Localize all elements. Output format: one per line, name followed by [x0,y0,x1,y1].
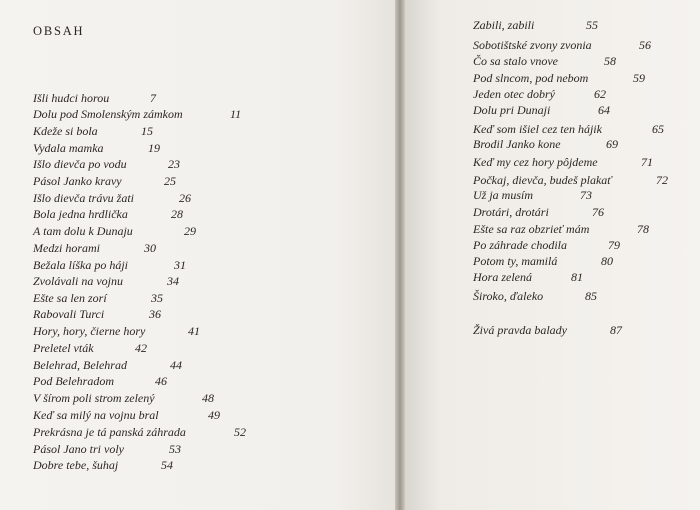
entry-title: Prekrásna je tá panská záhrada [33,425,186,439]
entry-page-number: 31 [174,258,186,272]
entry-title: Zvolávali na vojnu [33,274,123,288]
entry-title: Už ja musím [473,188,534,202]
left-contents-entry [33,241,156,255]
entry-title: Sobotištské zvony zvonia [473,38,592,52]
right-contents-entry [473,222,649,236]
entry-page-number: 54 [161,458,173,472]
entry-page-number: 59 [633,71,645,85]
left-contents-entry [33,141,160,155]
entry-page-number: 29 [184,224,196,238]
entry-page-number: 34 [167,274,179,288]
entry-title: Medzi horami [33,241,100,255]
entry-page-number: 42 [135,341,147,355]
left-contents-entry [33,442,181,456]
right-contents-entry [473,71,645,85]
entry-page-number: 44 [170,358,182,372]
left-contents-entry [33,391,214,405]
entry-title: Zabili, zabili [473,18,535,32]
entry-page-number: 36 [149,307,161,321]
entry-page-number: 64 [598,103,610,117]
entry-title: Preletel vták [33,341,94,355]
entry-title: Hora zelená [473,270,532,284]
left-contents-entry [33,274,179,288]
entry-page-number: 81 [571,270,583,284]
entry-title: Počkaj, dievča, budeš plakať [473,173,612,187]
entry-page-number: 52 [234,425,246,439]
right-contents-entry [473,38,651,52]
right-page [405,0,700,510]
entry-title: Jeden otec dobrý [473,87,555,101]
entry-page-number: 35 [151,291,163,305]
entry-page-number: 76 [592,205,604,219]
entry-page-number: 53 [169,442,181,456]
right-contents-entry [473,155,653,169]
entry-page-number: 73 [580,188,592,202]
entry-title: Pásol Janko kravy [33,174,122,188]
entry-title: Pásol Jano tri voly [33,442,124,456]
right-contents-entry [473,270,583,284]
entry-title: Belehrad, Belehrad [33,358,127,372]
entry-page-number: 78 [637,222,649,236]
left-contents-entry [33,324,200,338]
left-contents-entry [33,224,196,238]
entry-title: A tam dolu k Dunaju [33,224,133,238]
right-contents-entry [473,54,616,68]
entry-title: Dobre tebe, šuhaj [33,458,119,472]
right-contents-entry [473,87,606,101]
entry-page-number: 15 [141,124,153,138]
entry-page-number: 28 [171,207,183,221]
entry-page-number: 80 [601,254,613,268]
entry-title: Kdeže si bola [33,124,98,138]
entry-page-number: 19 [148,141,160,155]
left-contents-entry [33,458,173,472]
entry-title: Pod slncom, pod nebom [473,71,589,85]
right-contents-entry [473,122,664,136]
book-gutter [395,0,405,510]
entry-page-number: 85 [585,289,597,303]
entry-title: V šírom poli strom zelený [33,391,155,405]
left-contents-entry [33,174,176,188]
entry-title: Potom ty, mamilá [473,254,558,268]
left-contents-entry [33,91,156,105]
right-contents-entry [473,323,622,337]
entry-page-number: 79 [608,238,620,252]
entry-page-number: 7 [150,91,156,105]
left-contents-entry [33,207,183,221]
left-contents-entry [33,157,180,171]
left-contents-entry [33,258,186,272]
entry-title: Pod Belehradom [33,374,114,388]
entry-title: Keď som išiel cez ten hájik [473,122,602,136]
right-contents-entry [473,137,618,151]
right-contents-entry [473,289,597,303]
right-contents-entry [473,205,604,219]
left-contents-entry [33,124,153,138]
entry-page-number: 25 [164,174,176,188]
entry-page-number: 55 [586,18,598,32]
entry-title: Po záhrade chodila [473,238,567,252]
right-contents-entry [473,238,620,252]
entry-title: Brodil Janko kone [473,137,561,151]
entry-page-number: 58 [604,54,616,68]
entry-title: Živá pravda balady [473,323,567,337]
entry-title: Rabovali Turci [33,307,105,321]
left-contents-entry [33,374,167,388]
entry-page-number: 56 [639,38,651,52]
entry-title: Dolu pri Dunaji [473,103,551,117]
entry-page-number: 48 [202,391,214,405]
entry-page-number: 87 [610,323,622,337]
entry-title: Keď sa milý na vojnu bral [33,408,159,422]
left-contents-entry [33,107,242,121]
left-contents-entry [33,307,161,321]
entry-title: Ešte sa raz obzrieť mám [473,222,590,236]
left-contents-entry [33,341,147,355]
left-contents-entry [33,191,191,205]
entry-title: Čo sa stalo vnove [473,54,558,68]
entry-title: Ešte sa len zorí [33,291,107,305]
left-contents-entry [33,408,220,422]
entry-title: Išlo dievča po vodu [33,157,127,171]
entry-page-number: 72 [656,173,668,187]
entry-page-number: 30 [144,241,156,255]
entry-title: Išli hudci horou [33,91,110,105]
entry-page-number: 23 [168,157,180,171]
entry-page-number: 11 [230,107,242,121]
left-contents-entry [33,291,163,305]
entry-page-number: 62 [594,87,606,101]
entry-title: Išlo dievča trávu žati [33,191,134,205]
entry-title: Drotári, drotári [473,205,549,219]
right-contents-entry [473,254,613,268]
entry-title: Široko, ďaleko [473,289,544,303]
right-contents-entry [473,188,592,202]
right-contents-entry [473,173,668,187]
entry-title: Vydala mamka [33,141,104,155]
entry-page-number: 49 [208,408,220,422]
contents-heading: OBSAH [33,24,85,38]
entry-page-number: 65 [652,122,664,136]
left-contents-entry [33,358,182,372]
entry-title: Dolu pod Smolenským zámkom [33,107,183,121]
entry-title: Hory, hory, čierne hory [33,324,146,338]
entry-title: Bola jedna hrdlička [33,207,128,221]
entry-title: Bežala líška po háji [33,258,128,272]
left-contents-entry [33,425,246,439]
entry-page-number: 69 [606,137,618,151]
entry-page-number: 26 [179,191,191,205]
entry-page-number: 71 [641,155,653,169]
right-contents-entry [473,18,598,32]
entry-page-number: 46 [155,374,167,388]
entry-page-number: 41 [188,324,200,338]
entry-title: Keď my cez hory pôjdeme [473,155,598,169]
right-contents-entry [473,103,610,117]
